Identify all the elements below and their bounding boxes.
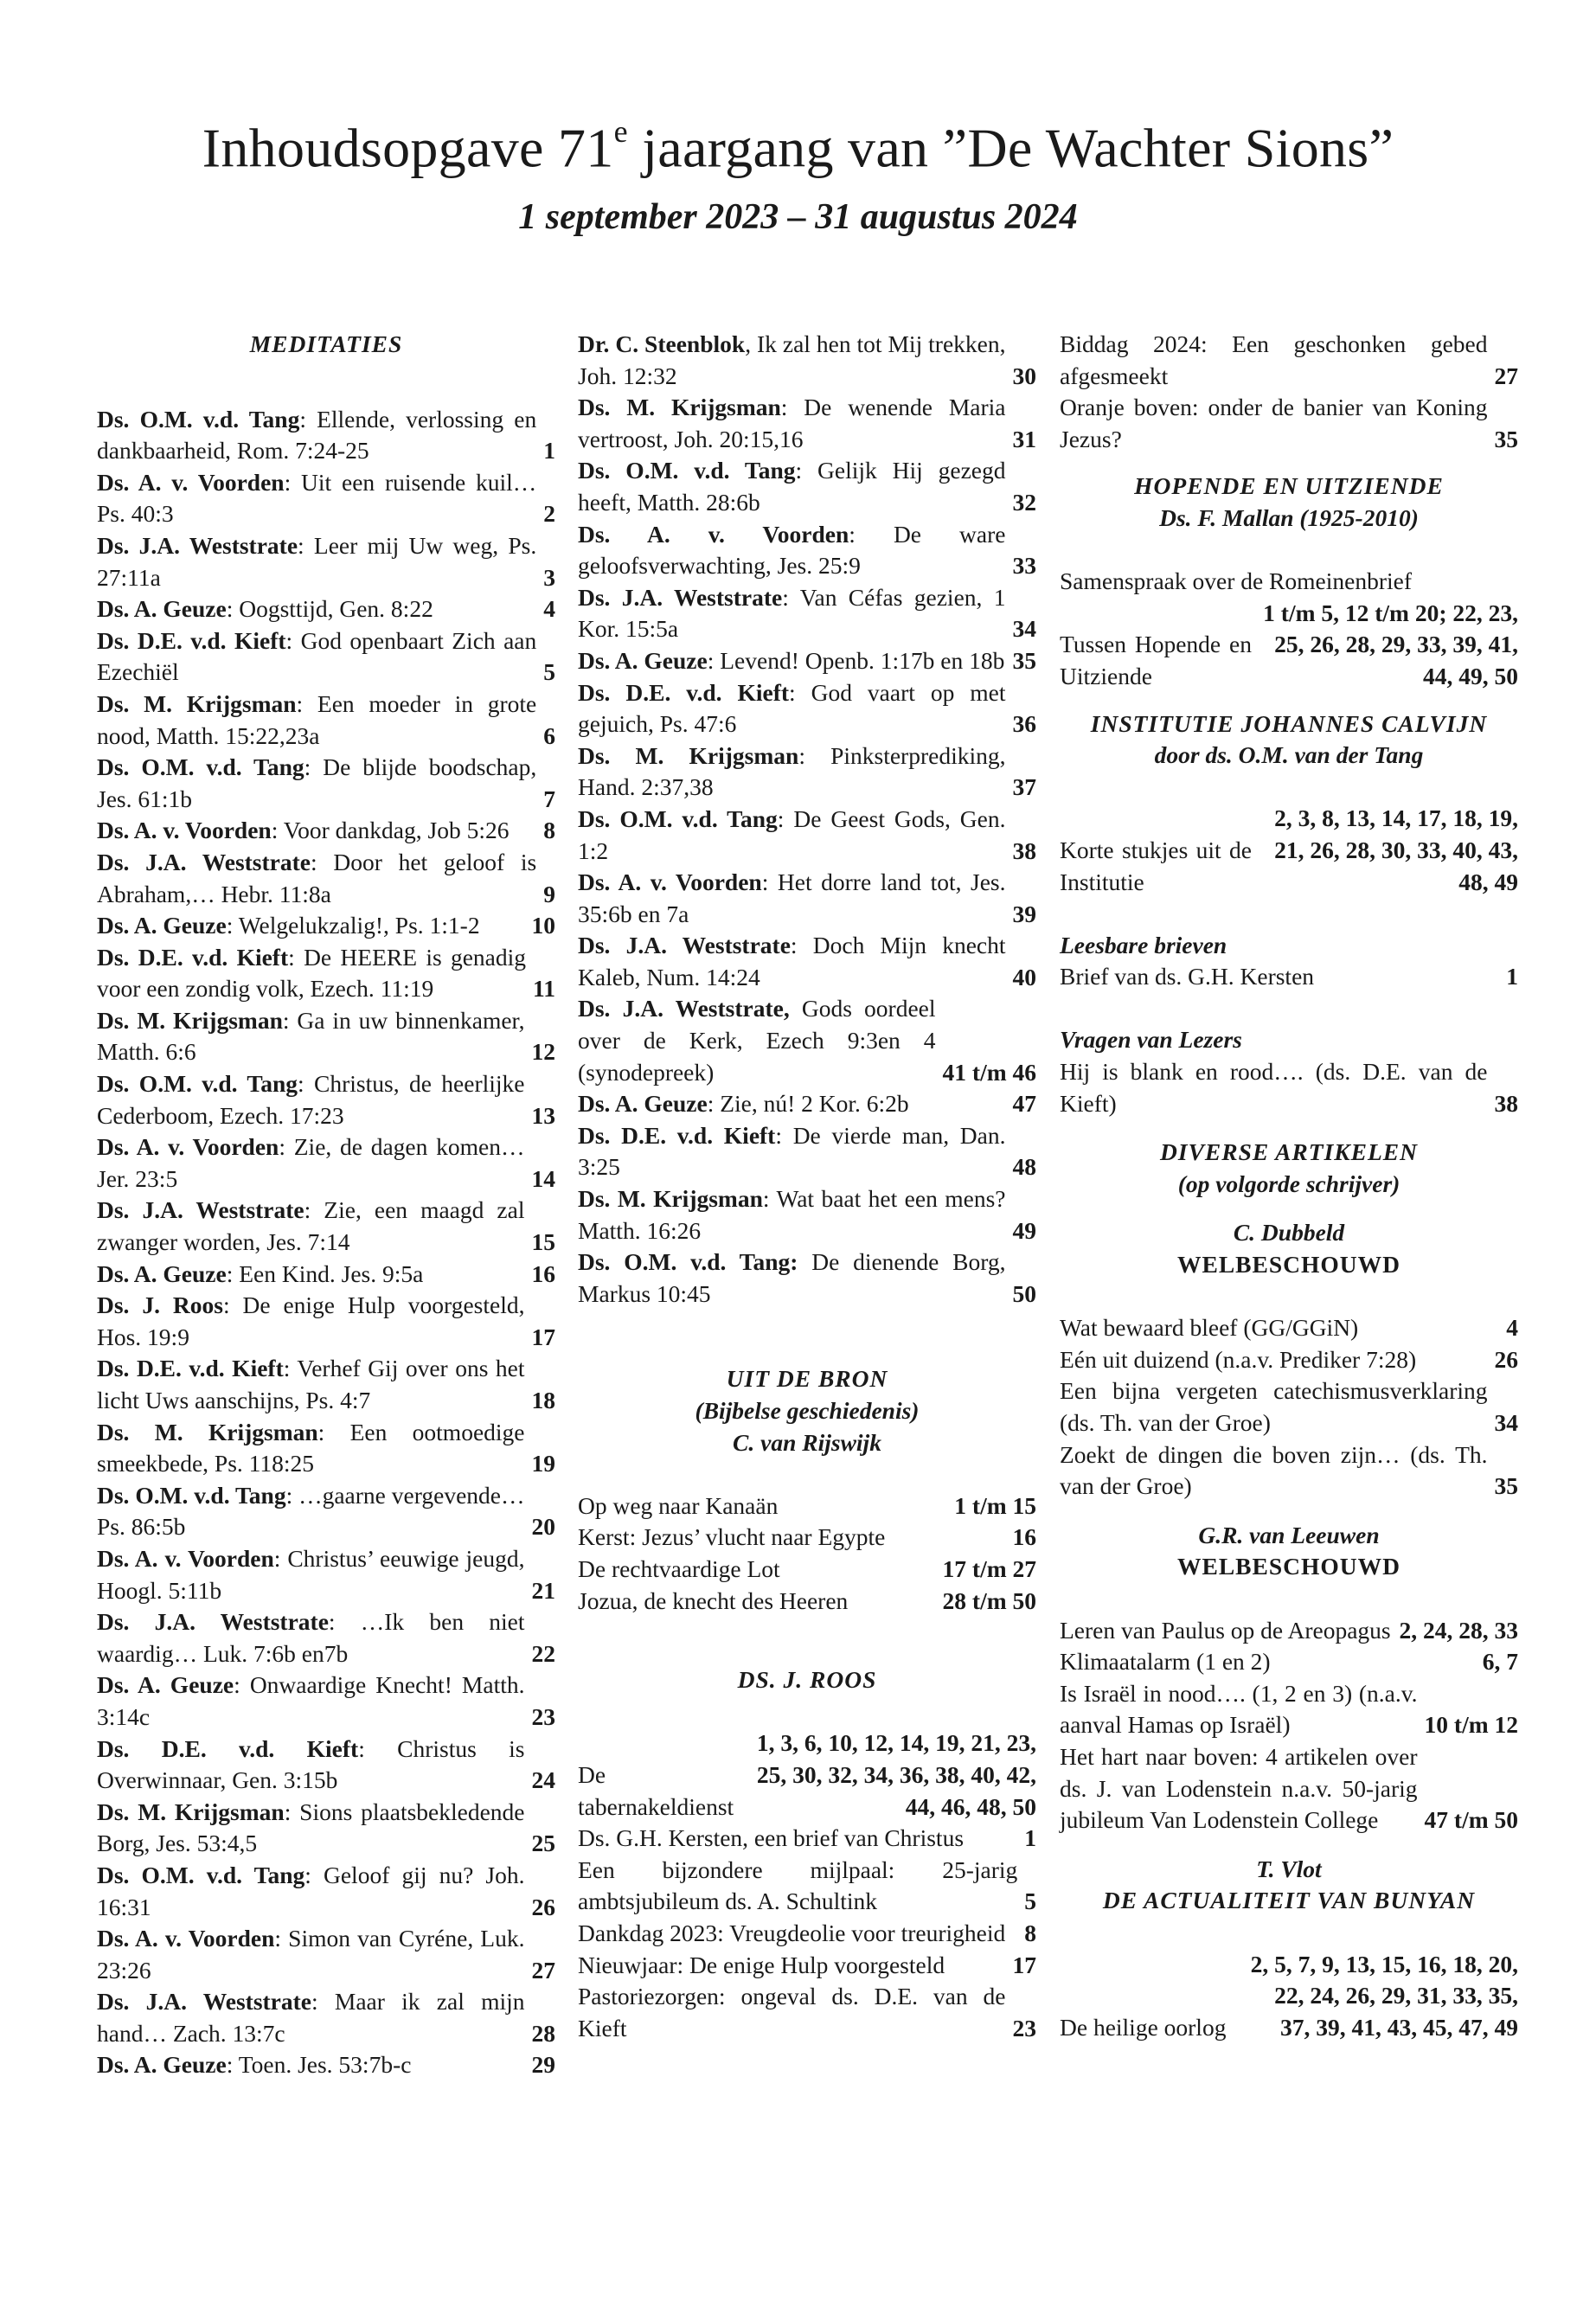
entry-title: : De Geest Gods, Gen. 1:2 <box>578 804 1006 864</box>
entry-title: Kerst: Jezus’ vlucht naar Egypte <box>578 1523 886 1551</box>
entry-title: Zoekt de dingen die boven zijn… (ds. Th. van der Groe) <box>1060 1440 1488 1500</box>
label-leesbare-brieven: Leesbare brieven <box>1060 931 1227 958</box>
page-number: 39 <box>1012 900 1036 927</box>
meditatie-entry <box>578 1183 1036 1247</box>
page-number: 14 <box>531 1164 555 1192</box>
list-item: Brief van ds. G.H. Kersten 1 <box>1060 963 1518 990</box>
section-heading-institutie: INSTITUTIE JOHANNES CALVIJN <box>1090 709 1488 737</box>
page-title <box>0 104 1596 181</box>
entry-title: : Geloof gij nu? Joh. 16:31 <box>97 1861 525 1920</box>
roos-continued-list <box>1060 329 1518 455</box>
page-number: 15 <box>531 1228 555 1256</box>
meditatie-entry <box>97 1543 555 1606</box>
author-name: Ds. D.E. v.d. Kieft <box>97 1355 284 1382</box>
author-name: Ds. A. Geuze <box>97 1259 227 1287</box>
page-number: 6, 7 <box>1482 1648 1518 1676</box>
page-number: 28 t/m 50 <box>942 1586 1036 1614</box>
author-mallan: Ds. F. Mallan (1925-2010) <box>1159 503 1419 531</box>
author-name: Ds. A. v. Voorden <box>97 1544 274 1572</box>
entry-title: : Zie, een maagd zal zwanger worden, Jes. 7:14 <box>97 1196 525 1256</box>
entry-title: Eén uit duizend (n.a.v. Prediker 7:28) <box>1060 1345 1417 1373</box>
page-number: 50 <box>1012 1279 1036 1307</box>
section-heading-welbeschouwd-2: WELBESCHOUWD <box>1176 1553 1401 1580</box>
entry-title: : Een moeder in grote nood, Matth. 15:22,23a <box>97 689 537 749</box>
entry-title: Een bijna vergeten catechismusverklaring (ds. Th. van der Groe) <box>1060 1377 1488 1436</box>
entry-title: Is Israël in nood…. (1, 2 en 3) (n.a.v. aanval Hamas op Israël) <box>1060 1679 1418 1739</box>
page-number: 16 <box>1012 1523 1036 1551</box>
entry-title: : Uit een ruisende kuil… Ps. 40:3 <box>97 468 537 528</box>
author-name: Ds. O.M. v.d. Tang: <box>578 1248 798 1276</box>
column-2 <box>578 329 1036 2044</box>
page-number: 6 <box>543 721 555 749</box>
page-number: 9 <box>543 880 555 907</box>
entry-title: : …Ik ben niet waardig… Luk. 7:6b en7b <box>97 1608 525 1667</box>
page-number: 5 <box>543 658 555 686</box>
meditatie-entry <box>578 392 1036 455</box>
entry-title: : Ellende, verlossing en dankbaarheid, Rom. 7:24-25 <box>97 405 537 465</box>
page-number: 47 <box>1012 1090 1036 1118</box>
meditatie-entry <box>578 1120 1036 1183</box>
list-item <box>1060 1439 1518 1503</box>
entry-title: : Christus, de heerlijke Cederboom, Ezech. 17:23 <box>97 1070 525 1129</box>
meditatie-entry <box>578 455 1036 518</box>
author-name: Ds. J.A. Weststrate <box>97 1608 329 1636</box>
meditatie-entry <box>97 2049 555 2081</box>
roos-list <box>578 1727 1036 2044</box>
page-number: 35 <box>1012 646 1036 674</box>
list-item <box>1060 1344 1518 1376</box>
entry-title: : De HEERE is genadig voor een zondig volk, Ezech. 11:19 <box>97 943 527 1003</box>
author-dubbeld: C. Dubbeld <box>1233 1219 1345 1247</box>
entry-title: : Een ootmoedige smeekbede, Ps. 118:25 <box>97 1418 525 1477</box>
meditatie-entry <box>97 1986 555 2049</box>
author-name: Ds. A. v. Voorden <box>97 1133 279 1161</box>
meditatie-entry <box>578 329 1036 392</box>
section-heading-welbeschouwd-1: WELBESCHOUWD <box>1176 1251 1401 1279</box>
list-item <box>578 1586 1036 1618</box>
page-number: 38 <box>1012 836 1036 864</box>
author-name: Ds. M. Krijgsman <box>578 741 799 769</box>
entry-title: Gods oordeel over de Kerk, Ezech 9:3en 4 (synodepreek) <box>578 995 936 1086</box>
page-number: 7 <box>543 785 555 812</box>
entry-title: De rechtvaardige Lot <box>578 1554 780 1582</box>
meditaties-list <box>97 404 555 2081</box>
page-number: 49 <box>1012 1216 1036 1244</box>
entry-title: De tabernakeldienst <box>578 1760 734 1820</box>
page-number: 4 <box>1506 1314 1518 1342</box>
page-number: 16 <box>531 1259 555 1287</box>
author-rijswijk: C. van Rijswijk <box>733 1428 881 1456</box>
entry-title: : Doch Mijn knecht Kaleb, Num. 14:24 <box>578 932 1006 990</box>
author-name: Ds. J.A. Weststrate <box>97 848 311 875</box>
page-number: 10 t/m 12 <box>1424 1711 1518 1739</box>
meditatie-entry <box>97 1131 555 1195</box>
author-name: Ds. A. Geuze <box>578 1090 708 1118</box>
list-item: Korte stukjes uit de Institutie 2, 3, 8, 13, 14, 17, 18, 19, 21, 26, 28, 30, 33, 40, 43, 48, 49 <box>1060 804 1518 895</box>
meditatie-entry <box>97 404 555 467</box>
list-item <box>578 1554 1036 1586</box>
entry-title: : Onwaardige Knecht! Matth. 3:14c <box>97 1671 525 1730</box>
page-number: 5 <box>1024 1888 1036 1915</box>
page-number: 4 <box>543 595 555 623</box>
entry-title: : Van Céfas gezien, 1 Kor. 15:5a <box>578 583 1006 643</box>
label-vragen-van-lezers: Vragen van Lezers <box>1060 1026 1242 1054</box>
page-number: 2 <box>543 500 555 528</box>
entry-title: : Ga in uw binnenkamer, Matth. 6:6 <box>97 1006 525 1066</box>
page-number: 34 <box>1012 615 1036 643</box>
entry-title: : Een Kind. Jes. 9:5a <box>226 1259 424 1287</box>
list-item: Hij is blank en rood…. (ds. D.E. van de Kieft) 38 <box>1060 1058 1518 1117</box>
page-number: 11 <box>533 975 555 1003</box>
entry-title: : Het dorre land tot, Jes. 35:6b en 7a <box>578 868 1006 927</box>
author-name: Ds. D.E. v.d. Kieft <box>97 626 286 654</box>
entry-title: : Pinksterprediking, Hand. 2:37,38 <box>578 741 1006 801</box>
author-van-der-tang: door ds. O.M. van der Tang <box>1154 741 1424 769</box>
title-main: Inhoudsopgave 71 <box>202 117 614 179</box>
page-number: 28 <box>531 2019 555 2047</box>
header <box>0 104 1596 240</box>
list-item <box>578 1950 1036 1982</box>
author-name: Ds. O.M. v.d. Tang <box>97 1070 298 1098</box>
list-item <box>578 1490 1036 1522</box>
section-heading-uit-de-bron: UIT DE BRON <box>726 1365 888 1393</box>
author-name: Ds. O.M. v.d. Tang <box>578 457 796 484</box>
entry-title: : Oogsttijd, Gen. 8:22 <box>226 595 433 623</box>
author-name: Ds. J.A. Weststrate <box>97 1988 312 2016</box>
meditatie-entry <box>97 910 555 942</box>
meditatie-entry <box>97 1005 555 1068</box>
author-name: Ds. D.E. v.d. Kieft <box>578 678 790 706</box>
page-number: 29 <box>531 2051 555 2079</box>
meditatie-entry <box>578 993 1036 1088</box>
author-name: Ds. O.M. v.d. Tang <box>97 1481 286 1509</box>
author-name: Ds. A. v. Voorden <box>97 1925 275 1952</box>
page-number: 24 <box>531 1766 555 1794</box>
entry-title: Het hart naar boven: 4 artikelen over ds. J. van Lodenstein n.a.v. 50-jarig jubileum Van Lodenstein College <box>1060 1742 1418 1834</box>
entry-title: Nieuwjaar: De enige Hulp voorgesteld <box>578 1951 945 1978</box>
page-number: 17 <box>531 1323 555 1350</box>
meditatie-entry <box>97 625 555 689</box>
entry-title: : Door het geloof is Abraham,… Hebr. 11:8a <box>97 848 537 907</box>
author-name: Ds. M. Krijgsman <box>97 1006 283 1034</box>
entry-title: Ds. G.H. Kersten, een brief van Christus <box>578 1824 965 1852</box>
subheading-volgorde: (op volgorde schrijver) <box>1177 1170 1401 1197</box>
entry-title: : Sions plaatsbekledende Borg, Jes. 53:4,5 <box>97 1798 525 1857</box>
list-item: De heilige oorlog 2, 5, 7, 9, 13, 15, 16, 18, 20, 22, 24, 26, 29, 31, 33, 35, 37, 39, 41, 43, 45, 47, 49 <box>1060 1950 1518 2041</box>
page-number: 27 <box>1494 362 1518 389</box>
entry-title: Dankdag 2023: Vreugdeolie voor treurigheid <box>578 1919 1006 1946</box>
author-name: Ds. J.A. Weststrate, <box>578 995 790 1022</box>
author-name: Ds. D.E. v.d. Kieft <box>97 943 289 971</box>
page-number: 35 <box>1494 1472 1518 1500</box>
meditatie-entry <box>578 582 1036 645</box>
meditatie-entry <box>578 1247 1036 1310</box>
entry-title: : God openbaart Zich aan Ezechiël <box>97 626 537 686</box>
meditatie-entry <box>578 930 1036 993</box>
list-item <box>1060 1615 1518 1647</box>
meditatie-entry <box>97 1068 555 1131</box>
page-number: 22 <box>531 1639 555 1667</box>
page-number: 8 <box>543 817 555 844</box>
author-name: Ds. A. Geuze <box>97 1671 234 1699</box>
list-item <box>1060 1312 1518 1344</box>
hopende-intro: Samenspraak over de Romeinenbrief <box>1060 567 1413 595</box>
page-number: 19 <box>531 1450 555 1477</box>
author-name: Ds. A. v. Voorden <box>97 817 272 844</box>
meditatie-entry <box>97 1734 555 1797</box>
author-name: Ds. A. Geuze <box>578 646 708 674</box>
title-superscript: e <box>613 114 628 149</box>
column-3 <box>1060 329 1518 2043</box>
list-item <box>578 1727 1036 1823</box>
page-number: 25 <box>531 1830 555 1857</box>
page-number: 40 <box>1012 963 1036 990</box>
meditatie-entry <box>97 1480 555 1543</box>
meditatie-entry <box>578 677 1036 740</box>
author-name: Ds. J.A. Weststrate <box>97 531 298 559</box>
meditatie-entry <box>578 867 1036 930</box>
meditatie-entry <box>97 942 555 1005</box>
page-number: 36 <box>1012 710 1036 738</box>
author-name: Ds. A. Geuze <box>97 912 227 939</box>
entry-title: Wat bewaard bleef (GG/GGiN) <box>1060 1314 1359 1342</box>
list-item <box>1060 1375 1518 1439</box>
list-item <box>1060 1741 1518 1836</box>
page-number: 8 <box>1024 1919 1036 1946</box>
meditatie-entry <box>578 519 1036 582</box>
list-item <box>578 1823 1036 1855</box>
author-name: Ds. A. v. Voorden <box>578 520 849 548</box>
page-number: 18 <box>531 1387 555 1413</box>
meditatie-entry <box>97 530 555 593</box>
page-number: 23 <box>1012 2014 1036 2041</box>
entry-title: : Verhef Gij over ons het licht Uws aanschijns, Ps. 4:7 <box>97 1355 525 1413</box>
meditatie-entry <box>97 1670 555 1733</box>
author-vlot: T. Vlot <box>1256 1855 1322 1882</box>
entry-title: : Leer mij Uw weg, Ps. 27:11a <box>97 531 537 591</box>
page-number: 1 t/m 15 <box>954 1491 1036 1519</box>
list-item <box>1060 1646 1518 1678</box>
page-number: 23 <box>531 1702 555 1730</box>
page-number: 1 <box>1024 1824 1036 1852</box>
meditatie-entry <box>97 752 555 815</box>
author-name: Ds. O.M. v.d. Tang <box>97 405 300 433</box>
entry-title: Biddag 2024: Een geschonken gebed afgesmeekt <box>1060 330 1488 389</box>
entry-title: : Simon van Cyréne, Luk. 23:26 <box>97 1925 525 1984</box>
entry-title: Op weg naar Kanaän <box>578 1491 779 1519</box>
page-number: 47 t/m 50 <box>1424 1806 1518 1834</box>
meditatie-entry <box>97 689 555 752</box>
meditatie-entry <box>97 815 555 847</box>
entry-title: : Christus is Overwinnaar, Gen. 3:15b <box>97 1734 525 1794</box>
page-number: 37 <box>1012 773 1036 801</box>
page-number: 32 <box>1012 488 1036 516</box>
meditatie-entry <box>578 804 1036 867</box>
uit-de-bron-list <box>578 1490 1036 1617</box>
meditatie-entry <box>97 593 555 625</box>
page-number: 30 <box>1012 362 1036 389</box>
author-name: Ds. J.A. Weststrate <box>578 583 783 611</box>
author-name: Ds. J.A. Weststrate <box>97 1196 304 1224</box>
list-item <box>578 1981 1036 2044</box>
author-name: Ds. O.M. v.d. Tang <box>97 1861 305 1888</box>
meditatie-entry <box>578 740 1036 804</box>
page-number: 21 <box>531 1576 555 1604</box>
author-name: Ds. A. Geuze <box>97 2051 227 2079</box>
entry-title: Oranje boven: onder de banier van Koning Jezus? <box>1060 394 1488 452</box>
page-number: 34 <box>1494 1409 1518 1436</box>
column-1 <box>97 329 555 2081</box>
page-number: 33 <box>1012 552 1036 580</box>
page-number: 12 <box>531 1038 555 1066</box>
meditatie-entry <box>97 1353 555 1416</box>
entry-title: : Voor dankdag, Job 5:26 <box>271 817 510 844</box>
page-number: 35 <box>1494 425 1518 452</box>
meditatie-entry <box>97 1797 555 1860</box>
author-name: Ds. M. Krijgsman <box>578 394 781 421</box>
meditatie-entry <box>97 1860 555 1923</box>
entry-title: : …gaarne vergevende… Ps. 86:5b <box>97 1481 525 1541</box>
entry-title: : De ware geloofsverwachting, Jes. 25:9 <box>578 520 1006 580</box>
entry-title: Pastoriezorgen: ongeval ds. D.E. van de Kieft <box>578 1983 1006 2041</box>
page-number: 3 <box>543 563 555 591</box>
entry-title: : Maar ik zal mijn hand… Zach. 13:7c <box>97 1988 525 2047</box>
list-item <box>1060 1678 1518 1741</box>
page-number: 20 <box>531 1513 555 1541</box>
meditatie-entry <box>97 1923 555 1986</box>
page-number: 13 <box>531 1101 555 1129</box>
title-rest: jaargang van ”De Wachter Sions” <box>627 117 1394 179</box>
page-number: 31 <box>1012 425 1036 452</box>
list-item <box>578 1855 1036 1918</box>
page-number: 26 <box>1494 1345 1518 1373</box>
author-name: Ds. A. v. Voorden <box>97 468 285 496</box>
section-heading-roos: DS. J. ROOS <box>737 1666 877 1694</box>
section-heading-diverse: DIVERSE ARTIKELEN <box>1160 1138 1418 1166</box>
entry-title: Jozua, de knecht des Heeren <box>578 1586 849 1614</box>
entry-title: Een bijzondere mijlpaal: 25-jarig ambtsjubileum ds. A. Schultink <box>578 1856 1018 1915</box>
entry-title: : De wenende Maria vertroost, Joh. 20:15,16 <box>578 394 1006 452</box>
entry-title: : Christus’ eeuwige jeugd, Hoogl. 5:11b <box>97 1544 525 1604</box>
section-heading-meditaties: MEDITATIES <box>249 330 403 357</box>
author-name: Ds. J.A. Weststrate <box>578 932 791 959</box>
author-name: Ds. M. Krijgsman <box>97 689 297 717</box>
entry-title: : Levend! Openb. 1:17b en 18b <box>707 646 1005 674</box>
page-number: 10 <box>531 912 555 939</box>
list-item <box>578 1918 1036 1950</box>
page-number: 1, 3, 6, 10, 12, 14, 19, 21, 23, 25, 30, 32, 34, 36, 38, 40, 42, 44, 46, 48, 50 <box>756 1729 1036 1820</box>
meditatie-entry <box>578 1088 1036 1120</box>
entry-title: : Gelijk Hij gezegd heeft, Matth. 28:6b <box>578 457 1006 516</box>
author-name: Ds. A. v. Voorden <box>578 868 762 896</box>
author-name: Ds. O.M. v.d. Tang <box>97 753 304 781</box>
list-item <box>1060 392 1518 455</box>
meditatie-entry <box>578 645 1036 677</box>
entry-title: : Welgelukzalig!, Ps. 1:1-2 <box>226 912 480 939</box>
entry-title: : Zie, nú! 2 Kor. 6:2b <box>707 1090 909 1118</box>
meditatie-entry <box>97 1259 555 1291</box>
page-number: 48 <box>1012 1153 1036 1181</box>
author-name: Ds. A. Geuze <box>97 595 227 623</box>
subheading-bijbelse-geschiedenis: (Bijbelse geschiedenis) <box>695 1397 920 1424</box>
entry-title: : De vierde man, Dan. 3:25 <box>578 1121 1006 1181</box>
entry-title: : Zie, de dagen komen… Jer. 23:5 <box>97 1133 525 1192</box>
entry-title: Leren van Paulus op de Areopagus <box>1060 1616 1391 1644</box>
author-name: Ds. D.E. v.d. Kieft <box>578 1121 776 1149</box>
leeuwen-list <box>1060 1615 1518 1836</box>
author-name: Ds. J. Roos <box>97 1292 223 1319</box>
author-name: Dr. C. Steenblok <box>578 330 746 357</box>
entry-title: De dienende Borg, Markus 10:45 <box>578 1248 1006 1307</box>
entry-title: : Wat baat het een mens? Matth. 16:26 <box>578 1185 1006 1244</box>
list-item <box>578 1522 1036 1554</box>
page-number: 17 t/m 27 <box>942 1554 1036 1582</box>
list-item: Tussen Hopende en Uitziende 1 t/m 5, 12 t/m 20; 22, 23, 25, 26, 28, 29, 33, 39, 41, 44, 49, 50 <box>1060 599 1518 689</box>
author-name: Ds. M. Krijgsman <box>578 1185 763 1213</box>
entry-title: : God vaart op met gejuich, Ps. 47:6 <box>578 678 1006 738</box>
page-subtitle: 1 september 2023 – 31 augustus 2024 <box>518 197 1078 238</box>
entry-title: : De enige Hulp voorgesteld, Hos. 19:9 <box>97 1292 525 1350</box>
meditaties-continued-list <box>578 329 1036 1310</box>
meditatie-entry <box>97 1606 555 1670</box>
page-number: 27 <box>531 1956 555 1984</box>
page-number: 2, 24, 28, 33 <box>1399 1616 1518 1644</box>
author-name: Ds. M. Krijgsman <box>97 1418 318 1445</box>
entry-title: , Ik zal hen tot Mij trekken, Joh. 12:32 <box>578 330 1006 389</box>
section-heading-bunyan: DE ACTUALITEIT VAN BUNYAN <box>1102 1887 1476 1914</box>
page-number: 1 <box>543 437 555 465</box>
page-number: 17 <box>1012 1951 1036 1978</box>
entry-title: Klimaatalarm (1 en 2) <box>1060 1648 1271 1676</box>
meditatie-entry <box>97 847 555 910</box>
section-heading-hopende: HOPENDE EN UITZIENDE <box>1134 472 1444 500</box>
meditatie-entry <box>97 1290 555 1353</box>
list-item <box>1060 329 1518 392</box>
author-name: Ds. M. Krijgsman <box>97 1798 285 1825</box>
meditatie-entry <box>97 1195 555 1258</box>
author-name: Ds. D.E. v.d. Kieft <box>97 1734 359 1762</box>
dubbeld-list <box>1060 1312 1518 1503</box>
author-name: Ds. O.M. v.d. Tang <box>578 804 778 832</box>
page-number: 41 t/m 46 <box>942 1058 1036 1086</box>
entry-title: : Toen. Jes. 53:7b-c <box>226 2051 412 2079</box>
author-van-leeuwen: G.R. van Leeuwen <box>1198 1521 1380 1548</box>
entry-title: : De blijde boodschap, Jes. 61:1b <box>97 753 537 812</box>
meditatie-entry <box>97 467 555 530</box>
meditatie-entry <box>97 1417 555 1480</box>
page-number: 26 <box>531 1893 555 1920</box>
